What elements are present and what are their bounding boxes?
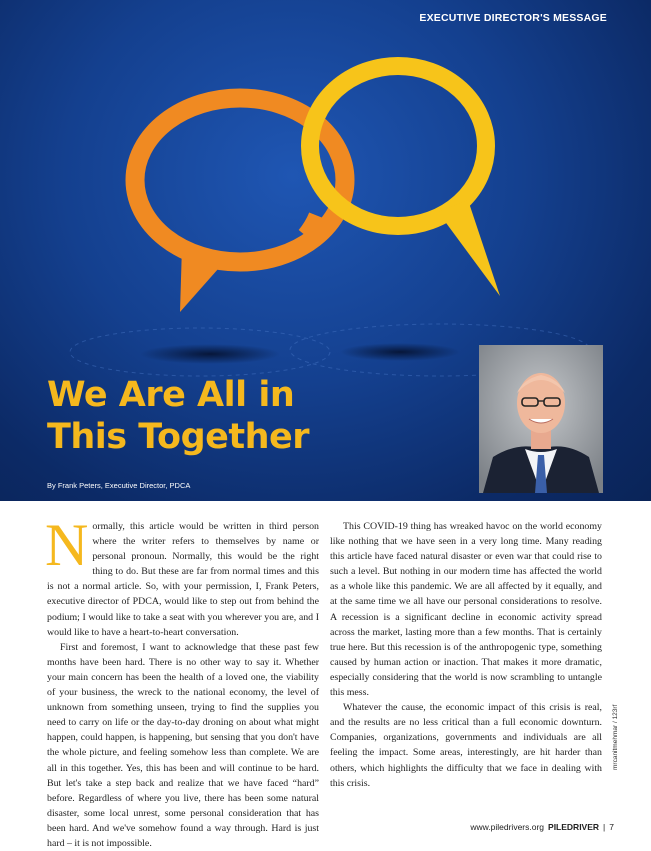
article-column-left bbox=[45, 512, 319, 851]
footer-separator: | bbox=[603, 822, 606, 832]
title-line-1: We Are All in bbox=[47, 375, 295, 415]
paragraph-4: Whatever the cause, the economic impact of this crisis is real, and the results are no less critical than a full economic downturn. Companies, organizations, governments and individuals are all feeling the impact. Some areas, interestingly, are hit harder than others, which highlights the difficulty that we face in dealing with this crisis. bbox=[330, 702, 602, 789]
image-credit: mrcanitmehmar / 123rf bbox=[612, 704, 619, 770]
title-line-2: This Together bbox=[47, 417, 310, 457]
page-number: 7 bbox=[609, 822, 614, 832]
footer-url: www.piledrivers.org bbox=[470, 822, 545, 832]
article-title bbox=[47, 374, 309, 458]
paragraph-1 bbox=[45, 512, 319, 640]
page-footer bbox=[470, 822, 614, 832]
drop-cap: N bbox=[45, 512, 89, 578]
bubble-shadow-right bbox=[340, 343, 460, 361]
byline: By Frank Peters, Executive Director, PDCA bbox=[47, 481, 191, 490]
section-label: EXECUTIVE DIRECTOR'S MESSAGE bbox=[419, 12, 607, 24]
magazine-name: PILEDRIVER bbox=[548, 822, 600, 832]
author-portrait bbox=[479, 345, 603, 493]
bubble-shadow-left bbox=[140, 344, 280, 364]
bubble-overlap bbox=[306, 216, 318, 236]
paragraph-2: First and foremost, I want to acknowledge that these past few months have been hard. There is no other way to say it. Whether your main concern has been the health of a loved one, the viability of your business, the wreck to the national economy, the level of unknown from something unseen, trying to find the supplies you need to carry on life or the day-to-day droning on about what might happen, could happen, is happening, but sensing that you don't have the whole picture, and feeling somehow less than complete. We are all in this together. Yes, this has been and will continue to be hard. But let's take a step back and realize that we have faced “hard” before. Regardless of where you live, there has been some natural disaster, some local unrest, some personal consideration that has been hard. And we've somehow found a way through. Hard is just hard – it is not impossible. bbox=[47, 641, 319, 849]
article-column-right bbox=[330, 519, 602, 791]
paragraph-3: This COVID-19 thing has wreaked havoc on the world economy like nothing that we have seen in a very long time. Many reading this article have faced natural disaster or even war that could rise to such a level. But nothing in our modern time has affected the world as a whole like this pandemic. We are all affected by it equally, and at the same time we all have our personal considerations to resolve. A recession is a significant decline in economic activity spread across the market, lasting more than a few months. That is certainly true here. But this recession is of the anthropogenic type, something caused by human action or inaction. That makes it more dramatic, especially considering that the world is now scrambling to untangle this mess. bbox=[330, 521, 602, 699]
paragraph-1-text: ormally, this article would be written in third person where the writer refers to themselves by name or personal pronoun. Normally, this would be the right thing to do. But these are far from normal times and this is not a normal article. So, with your permission, I, Frank Peters, executive director of PDCA, would like to step out from behind the podium; I would like to take a seat with you wherever you are, and I would like to have a heart-to-heart conversation. bbox=[47, 521, 319, 638]
